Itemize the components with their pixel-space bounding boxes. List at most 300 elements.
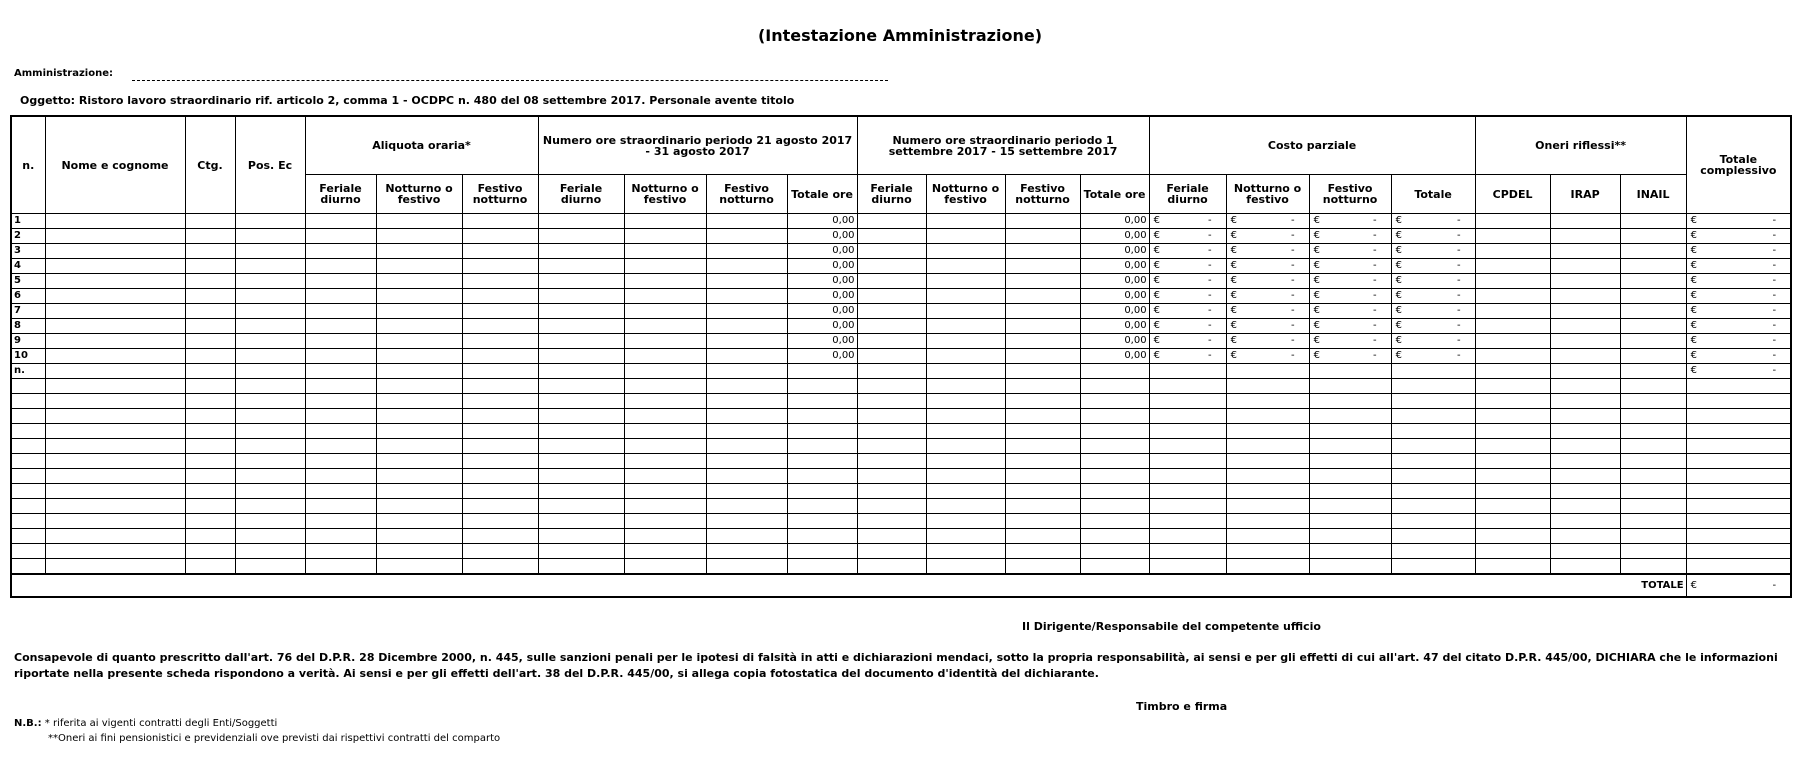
table-row: [11, 424, 1791, 439]
table-cell: [462, 289, 538, 304]
euro-symbol: €: [1230, 275, 1237, 286]
table-cell: [624, 289, 706, 304]
table-cell: [1686, 484, 1791, 499]
sub-totale: Totale: [1391, 175, 1475, 214]
table-cell: [1226, 394, 1309, 409]
table-cell: [787, 454, 857, 469]
table-cell: [857, 319, 926, 334]
euro-cell: [1391, 304, 1475, 319]
table-cell: [1005, 379, 1080, 394]
table-cell: [1550, 454, 1620, 469]
table-cell: [1005, 559, 1080, 575]
table-cell: [1550, 529, 1620, 544]
euro-symbol: €: [1230, 260, 1237, 271]
table-cell: [11, 559, 45, 575]
table-cell: [1149, 469, 1226, 484]
table-cell: [787, 559, 857, 575]
table-cell: [235, 349, 305, 364]
table-cell: [787, 379, 857, 394]
table-cell: [376, 514, 462, 529]
euro-symbol: €: [1230, 230, 1237, 241]
euro-symbol: €: [1690, 305, 1697, 316]
table-cell: [1620, 259, 1686, 274]
table-cell: [235, 364, 305, 379]
table-cell: [462, 244, 538, 259]
table-cell: [926, 454, 1005, 469]
table-cell: [376, 379, 462, 394]
table-cell: [185, 274, 235, 289]
table-cell: [1149, 514, 1226, 529]
table-cell: [857, 469, 926, 484]
euro-symbol: €: [1153, 230, 1160, 241]
table-cell: [462, 409, 538, 424]
table-cell: [1005, 394, 1080, 409]
table-cell: [926, 214, 1005, 229]
euro-symbol: €: [1690, 260, 1697, 271]
table-cell: [624, 334, 706, 349]
table-cell: [376, 214, 462, 229]
totale-ore-cell: 0,00: [1080, 334, 1149, 349]
table-row: [11, 559, 1791, 575]
table-cell: [1620, 469, 1686, 484]
table-cell: [235, 334, 305, 349]
table-cell: [376, 334, 462, 349]
euro-symbol: €: [1395, 290, 1402, 301]
table-cell: [45, 454, 185, 469]
table-cell: [624, 214, 706, 229]
table-cell: [857, 499, 926, 514]
table-cell: [1475, 379, 1550, 394]
table-cell: [305, 469, 376, 484]
table-cell: [185, 529, 235, 544]
euro-symbol: €: [1690, 275, 1697, 286]
table-cell: [787, 394, 857, 409]
table-cell: [1550, 259, 1620, 274]
euro-cell: [1226, 319, 1309, 334]
totale-ore-cell: 0,00: [787, 259, 857, 274]
table-cell: [1005, 244, 1080, 259]
euro-cell: [1686, 334, 1791, 349]
table-cell: [624, 349, 706, 364]
table-cell: [1391, 454, 1475, 469]
table-cell: [1620, 484, 1686, 499]
table-cell: [1686, 424, 1791, 439]
euro-cell: [1149, 304, 1226, 319]
euro-symbol: €: [1153, 290, 1160, 301]
euro-dash: -: [1772, 230, 1777, 241]
table-cell: [1226, 484, 1309, 499]
table-cell: [305, 334, 376, 349]
euro-value: [1689, 276, 1789, 286]
table-cell: [45, 274, 185, 289]
table-cell: [857, 559, 926, 575]
table-row: [11, 349, 1791, 364]
euro-cell: [1686, 259, 1791, 274]
table-cell: [1226, 379, 1309, 394]
table-cell: [706, 289, 787, 304]
table-cell: [1309, 394, 1391, 409]
table-cell: [235, 274, 305, 289]
euro-cell: [1149, 229, 1226, 244]
table-row: [11, 409, 1791, 424]
table-cell: [538, 214, 624, 229]
euro-symbol: €: [1230, 245, 1237, 256]
sub-inail: INAIL: [1620, 175, 1686, 214]
euro-symbol: €: [1230, 290, 1237, 301]
table-cell: [926, 514, 1005, 529]
declaration-text: Consapevole di quanto prescritto dall'art. 76 del D.P.R. 28 Dicembre 2000, n. 445, sulle sanzioni penali per le ipotesi di falsità in atti e dichiarazioni mendaci, sotto la propria responsabilità, ai sensi e per gli effetti di cui all'art. 47 del citato D.P.R. 445/00, DICHIARA che le informazioni riportate nella presente scheda rispondono a verità. Ai sensi e per gli effetti dell'art. 38 del D.P.R. 445/00, si allega copia fotostatica del documento d'identità del dichiarante.: [14, 651, 1778, 680]
euro-symbol: €: [1690, 245, 1697, 256]
table-cell: [538, 394, 624, 409]
euro-symbol: €: [1395, 305, 1402, 316]
table-cell: [1080, 469, 1149, 484]
euro-dash: -: [1772, 579, 1777, 591]
table-cell: [1391, 409, 1475, 424]
table-cell: [1550, 559, 1620, 575]
table-cell: [1309, 454, 1391, 469]
euro-cell: [1309, 304, 1391, 319]
table-cell: [624, 259, 706, 274]
euro-symbol: €: [1153, 215, 1160, 226]
euro-dash: -: [1207, 350, 1212, 361]
table-cell: [1475, 409, 1550, 424]
oggetto-text: Oggetto: Ristoro lavoro straordinario rif. articolo 2, comma 1 - OCDPC n. 480 del 08 settembre 2017. Personale avente titolo: [20, 94, 795, 107]
euro-symbol: €: [1313, 275, 1320, 286]
table-cell: [305, 229, 376, 244]
table-cell: [857, 364, 926, 379]
euro-symbol: €: [1690, 215, 1697, 226]
table-cell: [1005, 529, 1080, 544]
sub-notturno: Notturno o festivo: [926, 175, 1005, 214]
row-number: 1: [11, 214, 45, 229]
table-cell: [45, 304, 185, 319]
table-cell: [1080, 499, 1149, 514]
table-cell: [45, 214, 185, 229]
table-cell: [857, 424, 926, 439]
table-cell: [926, 499, 1005, 514]
table-cell: [1149, 544, 1226, 559]
table-cell: [1080, 484, 1149, 499]
table-cell: [926, 424, 1005, 439]
euro-symbol: €: [1313, 230, 1320, 241]
euro-symbol: €: [1153, 320, 1160, 331]
table-cell: [235, 394, 305, 409]
euro-cell: [1149, 289, 1226, 304]
table-cell: [538, 454, 624, 469]
euro-dash: -: [1372, 245, 1377, 256]
table-cell: [1550, 304, 1620, 319]
col-n: n.: [11, 116, 45, 214]
euro-cell: [1149, 319, 1226, 334]
table-cell: [45, 394, 185, 409]
table-cell: [1391, 499, 1475, 514]
table-cell: [11, 529, 45, 544]
table-cell: [1005, 409, 1080, 424]
euro-cell: [1309, 289, 1391, 304]
euro-symbol: €: [1153, 350, 1160, 361]
table-cell: [624, 229, 706, 244]
table-cell: [185, 544, 235, 559]
row-number: n.: [11, 364, 45, 379]
table-cell: [538, 304, 624, 319]
table-cell: [376, 454, 462, 469]
table-cell: [305, 289, 376, 304]
table-cell: [1005, 304, 1080, 319]
nb-label: N.B.:: [14, 718, 42, 729]
euro-cell: [1309, 244, 1391, 259]
table-cell: [185, 229, 235, 244]
table-cell: [624, 379, 706, 394]
table-cell: [1309, 379, 1391, 394]
table-cell: [706, 514, 787, 529]
table-cell: [857, 349, 926, 364]
table-row: [11, 544, 1791, 559]
table-cell: [376, 304, 462, 319]
table-cell: [1149, 559, 1226, 575]
table-cell: [1550, 484, 1620, 499]
table-cell: [1620, 229, 1686, 244]
table-cell: [1391, 394, 1475, 409]
table-cell: [462, 544, 538, 559]
table-cell: [624, 499, 706, 514]
table-cell: [462, 514, 538, 529]
table-cell: [1226, 469, 1309, 484]
table-cell: [1005, 349, 1080, 364]
table-cell: [376, 259, 462, 274]
table-cell: [376, 529, 462, 544]
sub-feriale: Feriale diurno: [538, 175, 624, 214]
table-cell: [1005, 259, 1080, 274]
table-cell: [1475, 259, 1550, 274]
euro-dash: -: [1456, 245, 1461, 256]
euro-dash: -: [1207, 230, 1212, 241]
table-cell: [45, 409, 185, 424]
euro-cell: [1391, 274, 1475, 289]
table-cell: [538, 349, 624, 364]
table-cell: [538, 364, 624, 379]
table-cell: [11, 379, 45, 394]
euro-symbol: €: [1313, 350, 1320, 361]
euro-value: [1312, 306, 1389, 316]
euro-dash: -: [1372, 275, 1377, 286]
euro-dash: -: [1772, 215, 1777, 226]
table-cell: [462, 499, 538, 514]
table-cell: [45, 529, 185, 544]
group-costo: Costo parziale: [1149, 116, 1475, 175]
euro-dash: -: [1772, 335, 1777, 346]
table-cell: [538, 409, 624, 424]
euro-cell: [1226, 259, 1309, 274]
table-cell: [1391, 544, 1475, 559]
table-cell: [1309, 424, 1391, 439]
table-cell: [706, 349, 787, 364]
table-cell: [1005, 229, 1080, 244]
table-cell: [376, 499, 462, 514]
euro-value: [1689, 321, 1789, 331]
table-cell: [462, 259, 538, 274]
total-row: [11, 574, 1791, 597]
euro-dash: -: [1372, 335, 1377, 346]
table-row: [11, 394, 1791, 409]
table-row: [11, 304, 1791, 319]
table-cell: [538, 379, 624, 394]
sub-notturno: Notturno o festivo: [1226, 175, 1309, 214]
table-row: [11, 214, 1791, 229]
table-row: [11, 454, 1791, 469]
euro-symbol: €: [1153, 305, 1160, 316]
table-cell: [185, 484, 235, 499]
table-cell: [462, 304, 538, 319]
euro-symbol: €: [1230, 305, 1237, 316]
table-cell: [235, 214, 305, 229]
table-cell: [706, 529, 787, 544]
table-cell: [1620, 424, 1686, 439]
table-cell: [1620, 439, 1686, 454]
euro-value: [1312, 321, 1389, 331]
euro-value: [1394, 306, 1473, 316]
table-cell: [376, 544, 462, 559]
table-cell: [1149, 424, 1226, 439]
euro-value: [1394, 321, 1473, 331]
table-cell: [1620, 304, 1686, 319]
table-cell: [1475, 214, 1550, 229]
sub-feriale: Feriale diurno: [305, 175, 376, 214]
euro-dash: -: [1372, 320, 1377, 331]
euro-symbol: €: [1230, 320, 1237, 331]
euro-value: [1312, 246, 1389, 256]
table-cell: [1080, 394, 1149, 409]
table-cell: [185, 304, 235, 319]
table-cell: [185, 514, 235, 529]
table-cell: [462, 274, 538, 289]
table-cell: [376, 409, 462, 424]
table-cell: [185, 319, 235, 334]
table-cell: [926, 349, 1005, 364]
totale-ore-cell: 0,00: [787, 319, 857, 334]
euro-dash: -: [1772, 365, 1777, 376]
euro-value: [1689, 306, 1789, 316]
table-cell: [235, 469, 305, 484]
table-cell: [1550, 274, 1620, 289]
table-cell: [1550, 334, 1620, 349]
sub-cpdel: CPDEL: [1475, 175, 1550, 214]
euro-cell: [1226, 274, 1309, 289]
table-cell: [926, 244, 1005, 259]
table-cell: [1149, 454, 1226, 469]
table-cell: [1005, 484, 1080, 499]
table-cell: [462, 484, 538, 499]
table-cell: [1005, 514, 1080, 529]
sub-notturno: Notturno o festivo: [376, 175, 462, 214]
euro-symbol: €: [1230, 215, 1237, 226]
table-cell: [706, 214, 787, 229]
table-cell: [1149, 394, 1226, 409]
table-cell: [235, 289, 305, 304]
table-cell: [45, 424, 185, 439]
table-cell: [787, 469, 857, 484]
table-cell: [1550, 394, 1620, 409]
table-cell: [706, 454, 787, 469]
euro-dash: -: [1290, 230, 1295, 241]
table-cell: [462, 394, 538, 409]
table-cell: [376, 484, 462, 499]
totale-ore-cell: 0,00: [787, 289, 857, 304]
table-cell: [1226, 439, 1309, 454]
table-cell: [857, 214, 926, 229]
table-cell: [305, 259, 376, 274]
table-cell: [787, 514, 857, 529]
table-cell: [857, 439, 926, 454]
table-cell: [11, 409, 45, 424]
table-cell: [787, 529, 857, 544]
table-cell: [787, 544, 857, 559]
table-cell: [1475, 334, 1550, 349]
table-cell: [235, 244, 305, 259]
table-cell: [706, 559, 787, 575]
euro-value: [1152, 321, 1224, 331]
totale-ore-cell: 0,00: [787, 214, 857, 229]
table-cell: [624, 469, 706, 484]
euro-symbol: €: [1313, 215, 1320, 226]
table-cell: [185, 379, 235, 394]
table-cell: [1686, 439, 1791, 454]
euro-value: [1229, 351, 1307, 361]
table-cell: [1550, 514, 1620, 529]
euro-dash: -: [1372, 230, 1377, 241]
euro-cell: [1686, 349, 1791, 364]
euro-cell: [1686, 304, 1791, 319]
table-cell: [235, 259, 305, 274]
table-cell: [538, 499, 624, 514]
euro-dash: -: [1207, 215, 1212, 226]
euro-value: [1689, 216, 1789, 226]
table-cell: [305, 514, 376, 529]
euro-dash: -: [1456, 275, 1461, 286]
table-cell: [1475, 484, 1550, 499]
euro-cell: [1686, 274, 1791, 289]
totale-ore-cell: 0,00: [787, 274, 857, 289]
euro-value: [1152, 246, 1224, 256]
table-cell: [926, 394, 1005, 409]
table-cell: [462, 469, 538, 484]
euro-dash: -: [1290, 290, 1295, 301]
totale-ore-cell: 0,00: [1080, 304, 1149, 319]
table-cell: [1149, 499, 1226, 514]
table-cell: [787, 409, 857, 424]
table-cell: [1686, 559, 1791, 575]
table-cell: [1226, 559, 1309, 575]
euro-cell: [1391, 244, 1475, 259]
table-cell: [1475, 469, 1550, 484]
table-row: [11, 484, 1791, 499]
euro-dash: -: [1372, 305, 1377, 316]
table-cell: [305, 439, 376, 454]
table-cell: [185, 349, 235, 364]
table-cell: [1550, 409, 1620, 424]
table-cell: [45, 364, 185, 379]
table-cell: [235, 424, 305, 439]
table-cell: [376, 319, 462, 334]
euro-dash: -: [1772, 290, 1777, 301]
table-cell: [1475, 289, 1550, 304]
table-row: [11, 379, 1791, 394]
table-cell: [926, 484, 1005, 499]
table-cell: [624, 304, 706, 319]
table-cell: [1149, 529, 1226, 544]
table-cell: [1309, 439, 1391, 454]
table-cell: [538, 484, 624, 499]
table-cell: [305, 319, 376, 334]
